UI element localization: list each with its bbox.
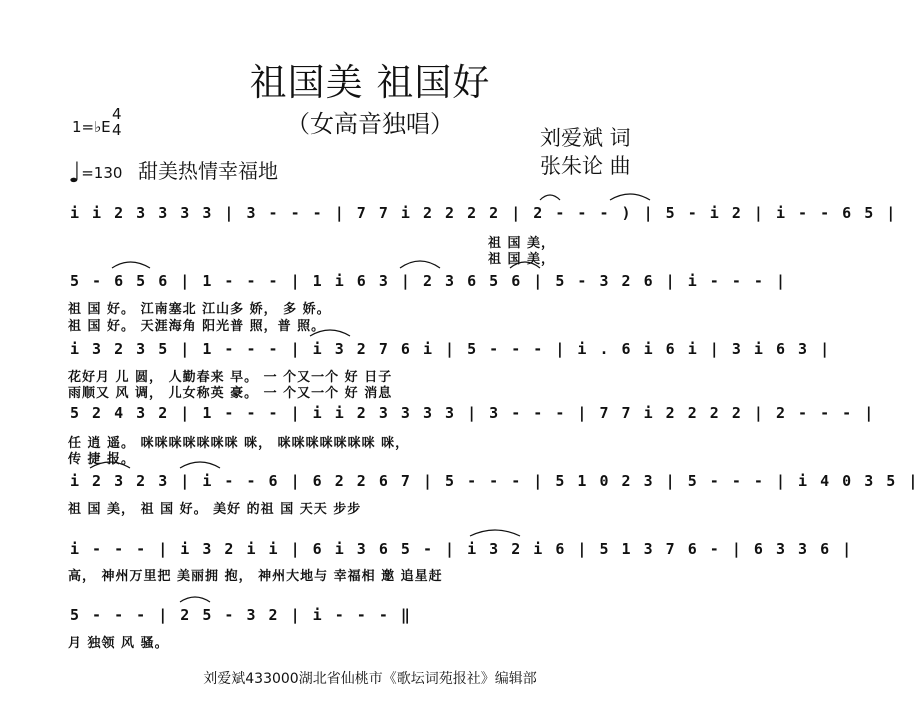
slur-mark [510,262,540,268]
lyric-line-1a: 祖 国 美， [488,236,556,251]
quarter-note-icon: ♩ [68,156,82,189]
slur-mark [310,330,350,336]
notation-line-1: i i 2 3 3 3 3 | 3 - - - | 7 7 i 2 2 2 2 | 2 - - - ) | 5 - i 2 | i - - 6 5 | [70,204,898,222]
footer-address: 刘爱斌433000湖北省仙桃市《歌坛词苑报社》编辑部 [203,671,537,687]
song-title: 祖国美 祖国好 [249,61,491,104]
notation-line-7: 5 - - - | 2 5 - 3 2 | i - - - ‖ [70,606,412,624]
slur-mark [470,530,520,536]
lyric-line-4a: 任 逍 遥。 咪咪咪咪咪咪咪 咪， 咪咪咪咪咪咪咪 咪， [68,436,410,451]
tempo-value: =130 [81,164,123,182]
lyric-line-2b: 祖 国 好。 天涯海角 阳光普 照，普 照。 [68,319,326,334]
slur-mark [400,261,440,268]
lyric-line-5: 祖 国 美， 祖 国 好。 美好 的祖 国 天天 步步 [68,502,362,517]
lyric-line-7: 月 独领 风 骚。 [68,636,169,651]
lyric-line-4b: 传 捷 报。 [68,452,136,467]
expression-marking: 甜美热情幸福地 [138,159,278,183]
lyric-line-2a: 祖 国 好。 江南塞北 江山多 娇， 多 娇。 [68,302,331,317]
slur-mark [180,597,210,602]
slur-mark [540,195,560,200]
lyric-line-3a: 花好月 儿 圆， 人勤春来 早。 一 个又一个 好 日子 [68,370,393,385]
lyric-line-6: 高， 神州万里把 美丽拥 抱， 神州大地与 幸福相 邀 追星赶 [68,569,443,584]
notation-line-3: i 3 2 3 5 | 1 - - - | i 3 2 7 6 i | 5 - - - | i . 6 i 6 i | 3 i 6 3 | [70,340,832,358]
lyric-line-1b: 祖 国 美， [488,252,556,267]
slur-mark [180,462,220,468]
notation-line-5: i 2 3 2 3 | i - - 6 | 6 2 2 6 7 | 5 - - - | 5 1 0 2 3 | 5 - - - | i 4 0 3 5 | [70,472,919,490]
slur-mark [90,462,130,468]
notation-line-4: 5 2 4 3 2 | 1 - - - | i i 2 3 3 3 3 | 3 - - - | 7 7 i 2 2 2 2 | 2 - - - | [70,404,876,422]
song-subtitle: （女高音独唱） [286,110,454,138]
lyric-line-3b: 雨顺又 风 调， 儿女称英 豪。 一 个又一个 好 消息 [68,386,393,401]
slur-mark [112,262,150,268]
meter-top: 4 [112,105,122,123]
key-signature: 1=♭E [72,118,111,136]
lyricist-credit: 刘爱斌 词 [540,126,631,150]
slur-mark [610,194,650,200]
notation-line-2: 5 - 6 5 6 | 1 - - - | 1 i 6 3 | 2 3 6 5 6 | 5 - 3 2 6 | i - - - | [70,272,787,290]
composer-credit: 张朱论 曲 [540,154,631,178]
meter-bottom: 4 [112,121,122,139]
notation-line-6: i - - - | i 3 2 i i | 6 i 3 6 5 - | i 3 2 i 6 | 5 1 3 7 6 - | 6 3 3 6 | [70,540,854,558]
